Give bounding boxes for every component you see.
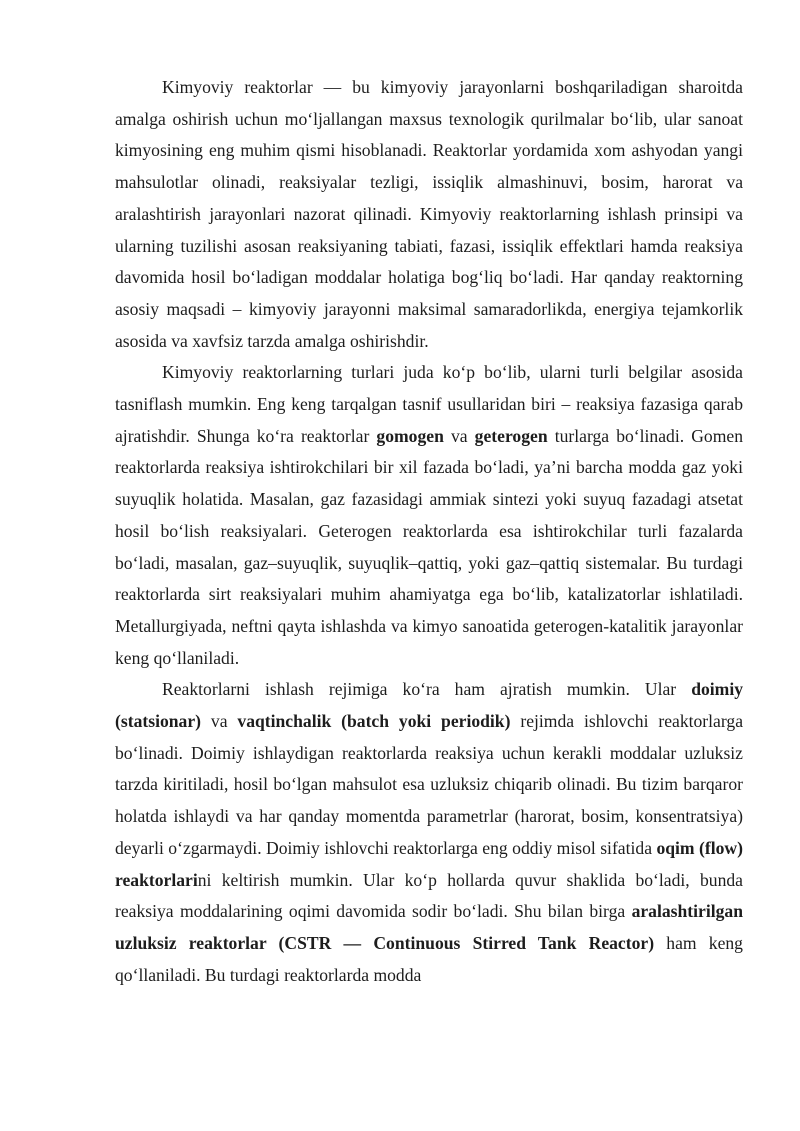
paragraph-1: [115, 72, 743, 357]
text-run: Kimyoviy reaktorlarning turlari juda ko‘p bo‘lib, ularni turli belgilar asosida tasniflash mumkin. Eng keng tarqalgan tasnif usullaridan biri – reaksiya fazasiga qarab ajratishdir. Shunga ko‘ra reaktorlar: [115, 362, 743, 446]
text-run: Reaktorlarni ishlash rejimiga ko‘ra ham ajratish mumkin. Ular: [162, 679, 692, 700]
bold-term: geterogen: [474, 425, 548, 446]
bold-term: vaqtinchalik (batch yoki periodik): [237, 711, 511, 732]
document-body: [115, 72, 743, 991]
paragraph-3: [115, 674, 743, 991]
bold-term: doimiy (statsionar): [115, 679, 743, 732]
bold-term: aralashtirilgan uzluksiz reaktorlar (CSTR — Continuous Stirred Tank Reactor): [115, 901, 743, 953]
text-run: turlarga bo‘linadi. Gomen reaktorlarda reaksiya ishtirokchilari bir xil fazada bo‘ladi, ya’ni barcha modda gaz yoki suyuqlik holatida. Masalan, gaz fazasidagi ammiak sintezi yoki suyuq fazadagi atsetat hosil bo‘lish reaksiyalari. Geterogen reaktorlarda esa ishtirokchilar turli fazalarda bo‘ladi, masalan, gaz–suyuqlik, suyuqlik–qattiq, yoki gaz–qattiq sistemalar. Bu turdagi reaktorlarda sirt reaksiyalari muhim ahamiyatga ega bo‘lib, katalizatorlar ishlatiladi. Metallurgiyada, neftni qayta ishlashda va kimyo sanoatida geterogen-katalitik jarayonlar keng qo‘llaniladi.: [115, 425, 744, 668]
bold-term: oqim (flow) reaktorlari: [115, 837, 743, 890]
text-run: ni keltirish mumkin. Ular ko‘p hollarda quvur shaklida bo‘ladi, bunda reaksiya moddalarining oqimi davomida sodir bo‘ladi. Shu bilan birga: [115, 869, 743, 922]
text-run: ham keng qo‘llaniladi. Bu turdagi reaktorlarda modda: [115, 932, 743, 985]
text-run: rejimda ishlovchi reaktorlarga bo‘linadi. Doimiy ishlaydigan reaktorlarda reaksiya uchun kerakli moddalar uzluksiz tarzda kiritiladi, hosil bo‘lgan mahsulot esa uzluksiz chiqarib olinadi. Bu tizim barqaror holatda ishlaydi va har qanday momentda parametrlar (harorat, bosim, konsentratsiya) deyarli o‘zgarmaydi. Doimiy ishlovchi reaktorlarga eng oddiy misol sifatida: [115, 711, 744, 858]
text-run: Kimyoviy reaktorlar — bu kimyoviy jarayonlarni boshqariladigan sharoitda amalga oshirish uchun mo‘ljallangan maxsus texnologik qurilmalar bo‘lib, ular sanoat kimyosining eng muhim qismi hisoblanadi. Reaktorlar yordamida xom ashyodan yangi mahsulotlar olinadi, reaksiyalar tezligi, issiqlik almashinuvi, bosim, harorat va aralashtirish jarayonlari nazorat qilinadi. Kimyoviy reaktorlarning ishlash prinsipi va ularning tuzilishi asosan reaksiyaning tabiati, fazasi, issiqlik effektlari hamda reaksiya davomida hosil bo‘ladigan moddalar holatiga bog‘liq bo‘ladi. Har qanday reaktorning asosiy maqsadi – kimyoviy jarayonni maksimal samaradorlikda, energiya tejamkorlik asosida va xavfsiz tarzda amalga oshirishdir.: [115, 77, 743, 351]
bold-term: gomogen: [376, 425, 444, 446]
text-run: va: [443, 425, 475, 446]
paragraph-2: [115, 357, 743, 674]
text-run: va: [201, 711, 238, 732]
